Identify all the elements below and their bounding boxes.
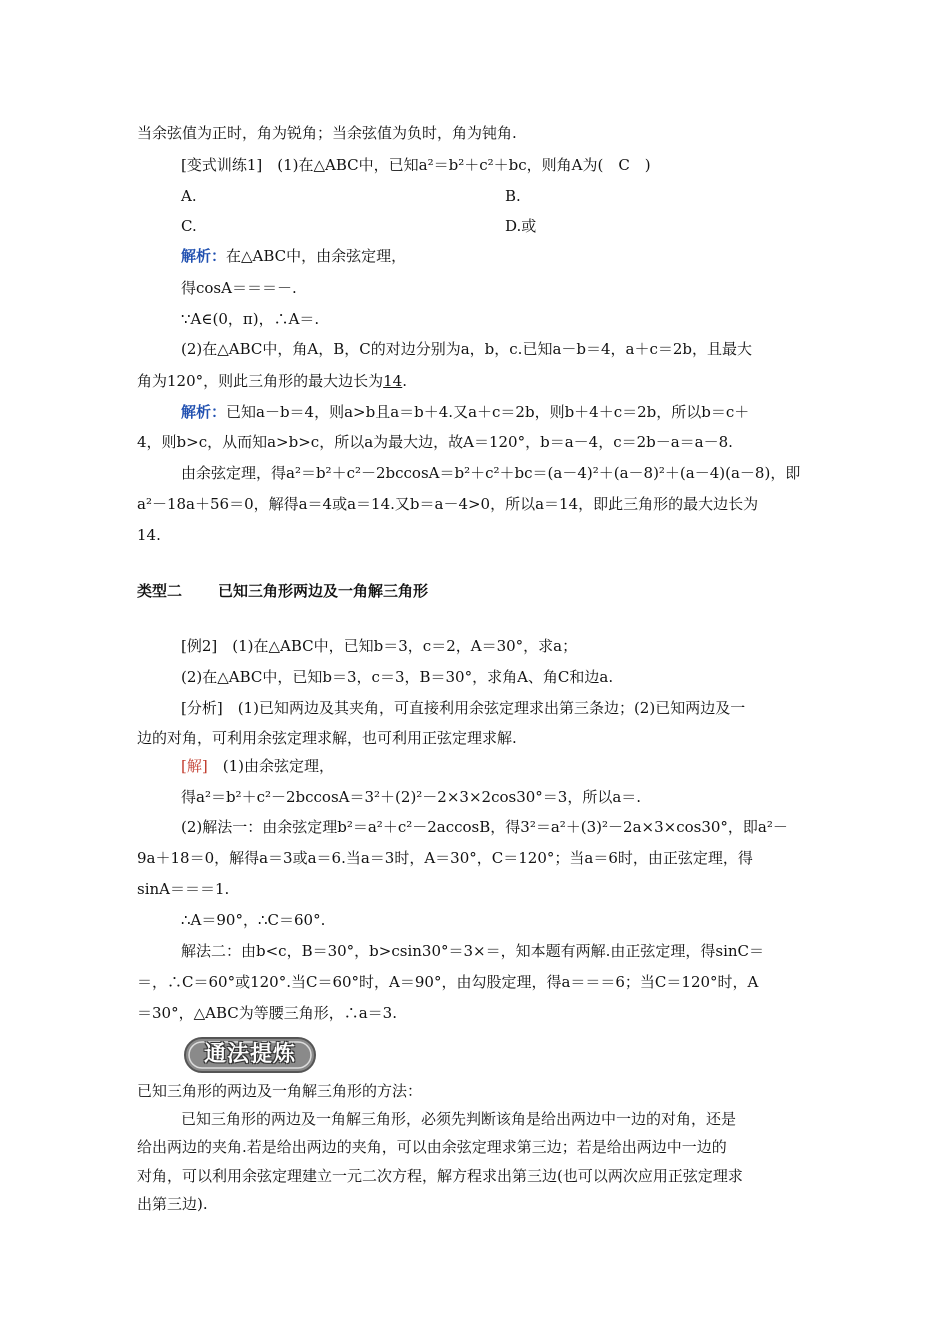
solution-text: (1)由余弦定理， <box>207 757 334 775</box>
text-line: (2)在△ABC中，角A，B，C的对边分别为a，b，c.已知a－b＝4，a＋c＝2b，且最大 <box>181 340 753 358</box>
text-line <box>137 371 407 391</box>
badge-label: 通法提炼 <box>203 1042 296 1067</box>
text-line: 得cosA＝＝＝－. <box>181 279 297 297</box>
option-a: A. <box>181 187 197 205</box>
text-line: 当余弦值为正时，角为锐角；当余弦值为负时，角为钝角. <box>137 124 517 142</box>
text-line: ＝30°，△ABC为等腰三角形，∴a＝3. <box>137 1004 397 1022</box>
text-line: ＝，∴C＝60°或120°.当C＝60°时，A＝90°，由勾股定理，得a＝＝＝6；当C＝120°时，A <box>137 973 759 991</box>
text-line: a²－18a＋56＝0，解得a＝4或a＝14.又b＝a－4>0，所以a＝14，即此三角形的最大边长为 <box>137 495 759 513</box>
analysis-line: [分析] (1)已知两边及其夹角，可直接利用余弦定理求出第三条边；(2)已知两边及一 <box>181 699 746 717</box>
example-question: [例2] (1)在△ABC中，已知b＝3，c＝2，A＝30°，求a； <box>181 637 578 655</box>
section-heading <box>137 581 428 601</box>
text-line: (2)在△ABC中，已知b＝3，c＝3，B＝30°，求角A、角C和边a. <box>181 668 614 686</box>
option-b: B. <box>505 187 521 205</box>
text-line: 得a²＝b²＋c²－2bccosA＝3²＋(2)²－2×3×2cos30°＝3，所以a＝. <box>181 788 642 806</box>
analysis-text: 已知a－b＝4，则a>b且a＝b＋4.又a＋c＝2b，则b＋4＋c＝2b，所以b＝c＋ <box>226 403 750 421</box>
text-line: 边的对角，可利用余弦定理求解，也可利用正弦定理求解. <box>137 729 517 747</box>
text-line: 9a＋18＝0，解得a＝3或a＝6.当a＝3时，A＝30°，C＝120°；当a＝6时，由正弦定理，得 <box>137 849 753 867</box>
period: . <box>402 372 408 390</box>
text-line: 由余弦定理，得a²＝b²＋c²－2bccosA＝b²＋c²＋bc＝(a－4)²＋(a－8)²＋(a－4)(a－8)，即 <box>181 464 801 482</box>
exercise-question: [变式训练1] (1)在△ABC中，已知a²＝b²＋c²＋bc，则角A为( C ) <box>181 156 651 174</box>
text-line: 给出两边的夹角.若是给出两边的夹角，可以由余弦定理求第三边；若是给出两边中一边的 <box>137 1138 727 1156</box>
solution-line <box>181 756 334 776</box>
text-line: 出第三边). <box>137 1195 208 1213</box>
text-line: 对角，可以利用余弦定理建立一元二次方程，解方程求出第三边(也可以两次应用正弦定理求 <box>137 1167 743 1185</box>
text-line: 已知三角形的两边及一角解三角形的方法： <box>137 1082 423 1100</box>
option-c: C. <box>181 217 197 235</box>
text-line: sinA＝＝＝1. <box>137 880 230 898</box>
text-line: ∴A＝90°，∴C＝60°. <box>181 911 326 929</box>
section-type: 类型二 <box>137 582 183 600</box>
analysis-line <box>181 402 749 422</box>
text-line: ∵A∈(0，π)，∴A＝. <box>181 310 320 328</box>
text-line: 解法二：由b<c，B＝30°，b>csin30°＝3×＝，知本题有两解.由正弦定理，得sinC＝ <box>181 942 765 960</box>
text-line: 已知三角形的两边及一角解三角形，必须先判断该角是给出两边中一边的对角，还是 <box>181 1110 737 1128</box>
text-line: 14. <box>137 526 161 544</box>
analysis-line <box>181 246 406 266</box>
text-line: 4，则b>c，从而知a>b>c，所以a为最大边，故A＝120°，b＝a－4，c＝2b－a＝a－8. <box>137 433 733 451</box>
text-line: (2)解法一：由余弦定理b²＝a²＋c²－2accosB，得3²＝a²＋(3)²－2a×3×cos30°，即a²－ <box>181 818 788 836</box>
analysis-label: 解析： <box>181 247 227 265</box>
analysis-label: 解析： <box>181 403 227 421</box>
solution-label: [解] <box>181 757 208 775</box>
method-summary-badge <box>183 1035 317 1075</box>
answer-underlined: 14 <box>383 372 403 390</box>
section-title: 已知三角形两边及一角解三角形 <box>218 582 429 600</box>
analysis-text: 在△ABC中，由余弦定理， <box>226 247 407 265</box>
option-d: D.或 <box>505 217 537 235</box>
question-text: 角为120°，则此三角形的最大边长为 <box>137 372 384 390</box>
